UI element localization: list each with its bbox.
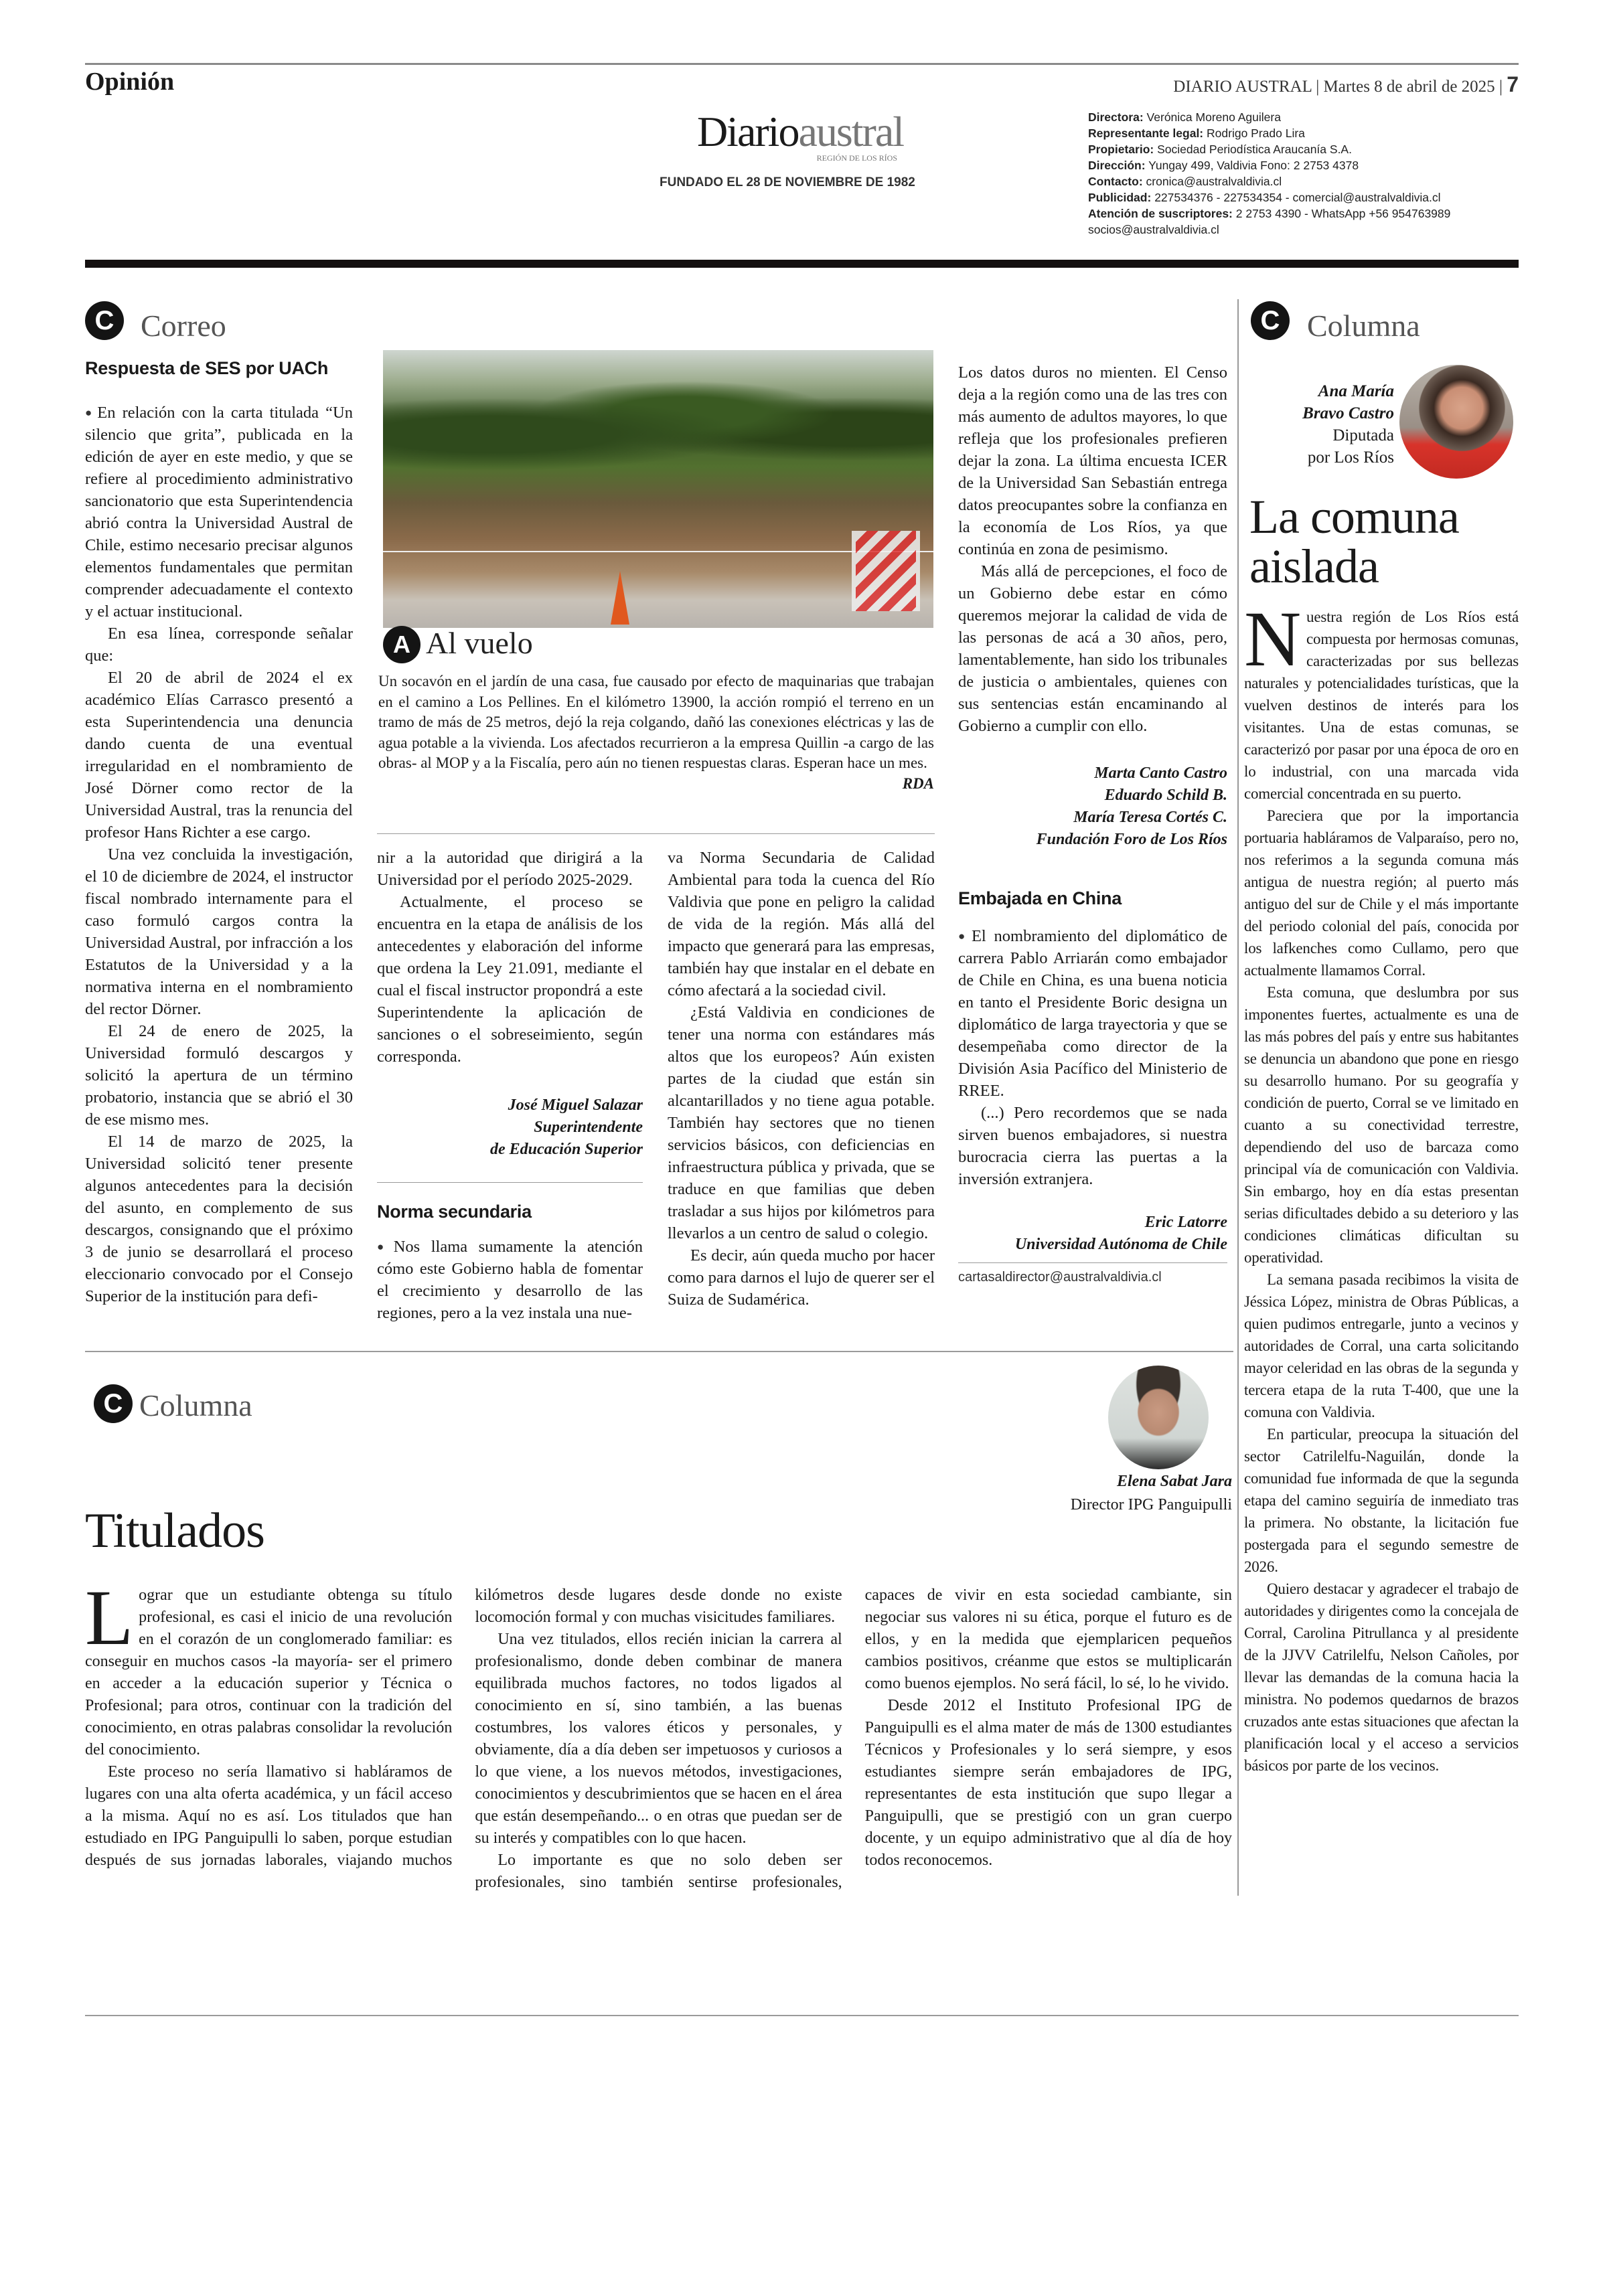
bottom-rule: [85, 2015, 1519, 2016]
author-role: Diputada: [1332, 426, 1394, 444]
paragraph: El 20 de abril de 2024 el ex académico Elías Carrasco presentó a esta Superintendencia una denuncia dando cuenta de una eventual irregularidad en el nombramiento de José Dörner como rector de la Universidad Austral, tras la renuncia del profesor Hans Richter a ese cargo.: [85, 669, 353, 841]
info-label: Dirección:: [1088, 159, 1146, 172]
correo-badge: C: [85, 301, 124, 340]
info-row: [1088, 189, 1450, 206]
paragraph: Más allá de percepciones, el foco de un Gobierno debe estar en cómo queremos mejorar la calidad de vida de las personas de acá a 30 años, pero, lamentablemente, han sido los tribunales de justicia o ambientales, quienes con sus sentencias están encaminando al Gobierno a cumplir con ello.: [958, 562, 1227, 735]
photo-credit: RDA: [902, 774, 934, 792]
correo-section-title: Correo: [141, 309, 226, 343]
info-row: [1088, 141, 1450, 157]
paragraph: Este proceso no sería llamativo si habláramos de lugares con una alta oferta académica, y un fácil acceso a la misma. Aquí no es así. Los titulados que han estudiado en IPG Panguipulli lo saben, porque estudian después de sus jornadas laborales, viajando muchos kilómetros desde lugares desde donde no existe locomoción formal y con muchas visicitudes familiares.: [85, 1586, 842, 1869]
info-value: 2 2753 4390 - WhatsApp +56 954763989: [1235, 207, 1451, 220]
letter-body-continued: [958, 361, 1227, 737]
author-block: [1245, 380, 1394, 469]
column-title: La comuna aislada: [1249, 490, 1459, 593]
news-photo: [383, 350, 933, 628]
author-photo: [1399, 365, 1513, 479]
paragraph: ● En relación con la carta titulada “Un silencio que grita”, publicada en la edición de ayer en este medio, y que se refiere al procedimiento administrativo sancionatorio que esta Superintendencia abrió contra la Universidad Austral de Chile, estimo necesario precisar algunos elementos fundamentales que permitan comprender adecuadamente el contexto y el actuar institucional.: [85, 402, 353, 623]
info-row: [1088, 222, 1450, 238]
paragraph: Pareciera que por la importancia portuaria habláramos de Valparaíso, pero no, nos referimos a la segunda comuna más antigua de nuestra región; al puerto más antiguo del sur de Chile y el más importante del periodo colonial del país, conocida por los lafkenches como Cullamo, pero que actualmente llamamos Corral.: [1244, 807, 1519, 979]
masthead-logo: [690, 110, 911, 163]
info-label: Atención de suscriptores:: [1088, 207, 1233, 220]
paragraph: Es decir, aún queda mucho por hacer como para darnos el lujo de querer ser el Suiza de Sudamérica.: [668, 1246, 935, 1309]
columna-badge: C: [1251, 301, 1290, 340]
author-role: por Los Ríos: [1307, 448, 1394, 467]
info-label: Directora:: [1088, 110, 1144, 124]
folio: DIARIO AUSTRAL | Martes 8 de abril de 2025 | 7: [1173, 72, 1519, 96]
masthead-bar: [85, 260, 1519, 268]
traffic-cone: [611, 571, 629, 625]
paragraph: nir a la autoridad que dirigirá a la Universidad por el período 2025-2029.: [377, 849, 643, 889]
fence-wire: [383, 551, 933, 552]
letter-title: Embajada en China: [958, 888, 1122, 908]
signature-line: Eric Latorre: [1144, 1214, 1227, 1231]
paragraph: Desde 2012 el Instituto Profesional IPG de Panguipulli es el alma mater de más de 1300 estudiantes Técnicos y Profesionales y lo será siempre, y esos estudiantes siempre serán embajadores de IPG, representantes de esta institución que supo llegar a Panguipulli, que se prestigió con un gran cuerpo docente, y un equipo administrativo que al día de hoy todos reconocemos.: [864, 1697, 1232, 1869]
divider: [377, 1182, 643, 1183]
barrier: [852, 531, 920, 611]
letter-title: Respuesta de SES por UACh: [85, 358, 329, 378]
signature-line: Universidad Autónoma de Chile: [1014, 1236, 1227, 1253]
paragraph: En esa línea, corresponde señalar que:: [85, 625, 353, 665]
divider: [958, 1262, 1227, 1263]
letter-body: [85, 402, 353, 1345]
author-name: Elena Sabat Jara: [1116, 1473, 1232, 1490]
letters-email-link[interactable]: cartasaldirector@australvaldivia.cl: [958, 1270, 1162, 1285]
info-row: [1088, 173, 1450, 189]
signature-line: Fundación Foro de Los Ríos: [1036, 831, 1227, 848]
section-label: Opinión: [85, 68, 175, 96]
column-divider: [1237, 299, 1239, 1896]
author-block: [1071, 1470, 1232, 1517]
column-2: [377, 847, 643, 1324]
info-label: Contacto:: [1088, 175, 1143, 188]
info-label: Propietario:: [1088, 143, 1154, 156]
signature-line: María Teresa Cortés C.: [1073, 809, 1227, 826]
columna-section-title: Columna: [139, 1388, 252, 1422]
author-name: Bravo Castro: [1302, 404, 1394, 422]
letter-signature: [958, 1212, 1227, 1256]
info-label: Representante legal:: [1088, 127, 1204, 140]
top-rule: [85, 63, 1519, 65]
paragraph: Lograr que un estudiante obtenga su título profesional, es casi el inicio de una revolución en el corazón de un conglomerado familiar: es conseguir en muchos casos -la mayoría- ser el primero en acceder a la educación superior y Técnica o Profesional; para otros, continuar con la tradición del conocimiento, en otras palabras consolidar la revolución del conocimiento.: [85, 1574, 453, 1758]
paragraph: Esta comuna, que deslumbra por sus imponentes fuertes, actualmente es una de las más pobres del país y entre sus habitantes se denuncia un abandono que pone en riesgo su desarrollo humano. Por su geografía y condición de puerto, Corral se ve limitado en cuanto a su conectividad terrestre, dependiendo del uso de barcaza como principal vía de comunicación con Valdivia. Sin embargo, hoy en día estas presentan serias dificultades debido a su deterioro y las condiciones climáticas dificultan su operatividad.: [1244, 984, 1519, 1266]
letter-signature: [377, 1094, 643, 1161]
founded-line: FUNDADO EL 28 DE NOVIEMBRE DE 1982: [660, 175, 915, 189]
info-value: 227534376 - 227534354 - comercial@australvaldivia.cl: [1154, 191, 1441, 204]
column-body: [85, 1574, 1232, 1899]
paragraph: Una vez titulados, ellos recién inician la carrera al profesionalismo, donde deben combinar de manera equilibrada muchos factores, no todos ligados al conocimiento en sí, sino también, a las buenas costumbres, los valores éticos y personales, y obviamente, día a día deben ser impetuosos y curiosos a lo que viene, a los nuevos métodos, investigaciones, conocimientos y descubrimientos que se hacen en el área que están desempeñando... o en otras que puedan ser de su interés y compatibles con lo que hacen.: [475, 1631, 842, 1847]
page-number: 7: [1507, 72, 1519, 96]
logo-accent: austral: [798, 108, 904, 155]
paragraph: Nuestra región de Los Ríos está compuesta por hermosas comunas, caracterizadas por sus bellezas naturales y potencialidades turísticas, que la vuelven destinos de interés para los visitantes. Una de estas comunas, se caracterizó por pasar por una época de oro en lo industrial, con una marcada vida comercial concentrada en su puerto.: [1244, 595, 1519, 802]
author-photo: [1108, 1366, 1209, 1469]
letter-body-continued: [377, 847, 643, 1068]
logo-main: Diario: [696, 108, 799, 155]
columna-badge: C: [94, 1384, 133, 1423]
paragraph: ¿Está Valdivia en condiciones de tener una norma con estándares más altos que los europeos? Aún existen partes de la ciudad que están sin alcantarillados y no tiene agua potable. También hay sectores que no tienen servicios básicos, con deficiencias en infraestructura pública y privada, que se traduce en que familias que deben trasladar a sus hijos por kilómetros para llevarlos a un centro de salud o colegio.: [668, 1003, 935, 1242]
paragraph: Lo importante es que no solo deben ser profesionales, sino también sentirse profesionales, capaces de vivir en esta sociedad cambiante, sin negociar sus valores ni su ética, porque el futuro es de ellos, y en la medida que ejemplaricen pequeños cambios positivos, créanme que estos se multiplicarán como buenos ejemplos. No será fácil, lo sé, lo he vivido.: [475, 1586, 1232, 1891]
signature-line: José Miguel Salazar: [508, 1096, 643, 1114]
info-row: [1088, 109, 1450, 125]
paragraph: Una vez concluida la investigación, el 10 de diciembre de 2024, el instructor fiscal nombrado internamente para el caso formuló cargos contra la Universidad Austral, por infracción a los Estatutos de la Universidad y a la normativa interna en el nombramiento del rector Dörner.: [85, 845, 353, 1018]
trees: [383, 370, 933, 477]
paragraph: (...) Pero recordemos que se nada sirven buenos embajadores, si nuestra burocracia cierra las puertas a la inversión extranjera.: [958, 1104, 1227, 1188]
paper-name: DIARIO AUSTRAL: [1173, 78, 1312, 96]
signature-line: Eduardo Schild B.: [1104, 787, 1227, 804]
paragraph: El 24 de enero de 2025, la Universidad formuló descargos y solicitó la apertura de un término probatorio, instancia que se abrió el 30 de ese mismo mes.: [85, 1022, 353, 1129]
paragraph: Los datos duros no mienten. El Censo deja a la región como una de las tres con más aumento de adultos mayores, lo que refleja que los profesionales prefieren dejar la zona. La última encuesta ICER de la Universidad San Sebastián entrega datos preocupantes sobre la confianza en la economía de Los Ríos, ya que continúa en zona de pesimismo.: [958, 363, 1227, 558]
info-label: Publicidad:: [1088, 191, 1152, 204]
columna-section-title: Columna: [1307, 309, 1420, 343]
al-vuelo-badge: A: [383, 626, 420, 663]
signature-line: Superintendente: [534, 1119, 643, 1136]
al-vuelo-title: Al vuelo: [426, 626, 533, 660]
column-4: [958, 361, 1227, 1285]
info-row: [1088, 125, 1450, 141]
paragraph: Actualmente, el proceso se encuentra en la etapa de análisis de los antecedentes y elaboración del informe que ordena la Ley 21.091, mediante el cual el fiscal instructor propondrá a este Superintendente la aplicación de sanciones o el sobreseimiento, según corresponda.: [377, 893, 643, 1066]
letter-body-continued: [668, 847, 935, 1311]
column-body: [1244, 595, 1519, 1777]
signature-line: de Educación Superior: [489, 1141, 643, 1158]
section-divider: [85, 1351, 1233, 1352]
letter-body: [377, 1236, 643, 1324]
info-value: Yungay 499, Valdivia Fono: 2 2753 4378: [1148, 159, 1359, 172]
paragraph: va Norma Secundaria de Calidad Ambiental para toda la cuenca del Río Valdivia que pone en peligro la calidad de vida de la región. Más allá del impacto que generará para las empresas, también hay que instalar en el debate en cómo afectará a la sociedad civil.: [668, 849, 935, 999]
masthead-info: [1088, 109, 1450, 238]
paragraph: La semana pasada recibimos la visita de Jéssica López, ministra de Obras Públicas, a quien pudimos entregarle, junto a vecinos y autoridades de Corral, una carta solicitando mayor celeridad en las obras de la segunda y tercera etapa de la ruta T-400, que une la comuna con Valdivia.: [1244, 1271, 1519, 1420]
letter-title: Norma secundaria: [377, 1202, 532, 1222]
photo-caption: [378, 671, 934, 794]
info-value: Rodrigo Prado Lira: [1207, 127, 1305, 140]
info-row: [1088, 206, 1450, 222]
logo-region: REGIÓN DE LOS RÍOS: [816, 153, 897, 163]
author-role: Director IPG Panguipulli: [1070, 1496, 1232, 1513]
letter-body: [958, 925, 1227, 1190]
author-name: Ana María: [1318, 382, 1394, 400]
signature-line: Marta Canto Castro: [1094, 764, 1227, 782]
issue-date: Martes 8 de abril de 2025: [1323, 78, 1495, 96]
info-value: Sociedad Periodística Araucanía S.A.: [1157, 143, 1352, 156]
caption-text: Un socavón en el jardín de una casa, fue causado por efecto de maquinarias que trabajan en el camino a Los Pellines. En el kilómetro 13900, la acción rompió el terreno en un tramo de más de 25 metros, dejó la reja colgando, dañó las conexiones eléctricas y las de agua potable a la vivienda. Los afectados recurrieron a la empresa Quillin -a cargo de las obras- al MOP y a la Fiscalía, pero aún no tienen respuestas claras. Esperan hace un mes.: [378, 673, 934, 771]
column-title: Titulados: [85, 1503, 264, 1558]
info-row: [1088, 157, 1450, 173]
info-value: Verónica Moreno Aguilera: [1146, 110, 1281, 124]
info-value: cronica@australvaldivia.cl: [1146, 175, 1282, 188]
letter-signature: [958, 762, 1227, 851]
divider: [377, 833, 935, 834]
paragraph: ● El nombramiento del diplomático de carrera Pablo Arriarán como embajador de Chile en China, es una buena noticia en tanto el Presidente Boric designa un diplomático de larga trayectoria y que se desempeñaba como director de la División Asia Pacífico del Ministerio de RREE.: [958, 925, 1227, 1102]
paragraph: ● Nos llama sumamente la atención cómo este Gobierno habla de fomentar el crecimiento y desarrollo de las regiones, pero a la vez instala una nue-: [377, 1236, 643, 1324]
info-value: socios@australvaldivia.cl: [1088, 223, 1219, 236]
paragraph: En particular, preocupa la situación del sector Catrilelfu-Naguilán, donde la comunidad fue informada de que la segunda etapa del camino seguiría de inmediato tras la primera. No obstante, la licitación fue postergada para el segundo semestre de 2026.: [1244, 1426, 1519, 1575]
paragraph: El 14 de marzo de 2025, la Universidad solicitó tener presente algunos antecedentes para la decisión del asunto, en complemento de sus descargos, consignando que el próximo 3 de junio se desarrollará el proceso eleccionario convocado por el Consejo Superior de la institución para defi-: [85, 1133, 353, 1305]
paragraph: Quiero destacar y agradecer el trabajo de autoridades y dirigentes como la concejala de Corral, Carolina Pitrullanca y al presidente de la JJVV Catrilelfu, Nelson Cañoles, por llevar las demandas de la comuna hacia la ministra. No podemos quedarnos de brazos cruzados ante estas situaciones que afectan la planificación local y el acceso a servicios básicos por parte de los vecinos.: [1244, 1580, 1519, 1774]
